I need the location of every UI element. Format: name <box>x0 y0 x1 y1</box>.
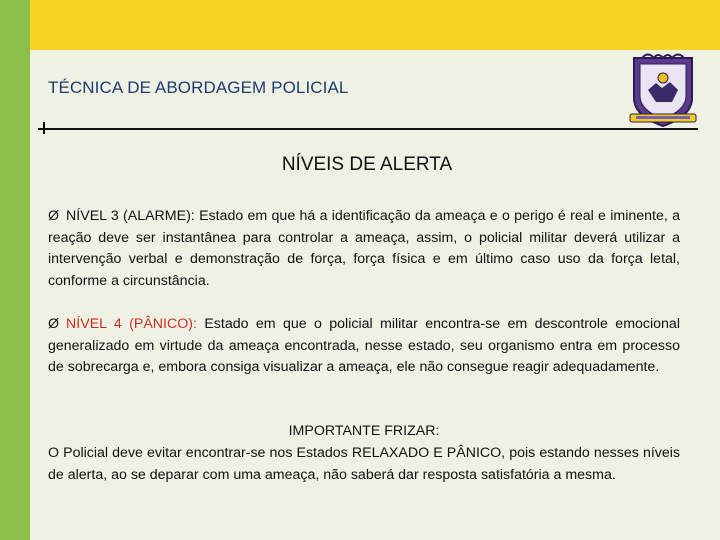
important-heading: IMPORTANTE FRIZAR: <box>288 423 440 439</box>
section-heading: NÍVEIS DE ALERTA <box>281 154 453 175</box>
level3-paragraph <box>48 206 680 293</box>
top-accent-bar <box>30 0 720 50</box>
level4-label: NÍVEL 4 (PÂNICO): <box>66 316 197 332</box>
slide-title: TÉCNICA DE ABORDAGEM POLICIAL <box>48 78 349 97</box>
police-emblem-icon <box>628 50 698 130</box>
level4-paragraph <box>48 314 680 379</box>
level3-label: NÍVEL 3 (ALARME): <box>66 208 195 224</box>
arrow-bullet-icon: Ø <box>48 316 60 332</box>
arrow-bullet-icon: Ø <box>48 208 60 224</box>
left-accent-bar <box>0 0 30 540</box>
level3-text: Estado em que há a identificação da ameaça e o perigo é real e iminente, a reação deve ser instantânea para controlar a ameaça, assim, o policial militar deverá utilizar a intervenção verbal e demonstração de força, força física e em último caso uso da força letal, conforme a circunstância. <box>48 208 680 290</box>
level4-text: Estado em que o policial militar encontra-se em descontrole emocional generalizado em virtude da ameaça encontrada, nesse estado, seu organismo entra em processo de sobrecarga e, embora consiga visualizar a ameaça, ele não consegue reagir adequadamente. <box>48 316 680 376</box>
title-divider <box>38 128 698 130</box>
important-paragraph: O Policial deve evitar encontrar-se nos Estados RELAXADO E PÂNICO, pois estando nesses níveis de alerta, ao se deparar com uma ameaça, não saberá dar resposta satisfatória a mesma. <box>48 445 680 483</box>
divider-tick <box>43 122 45 134</box>
